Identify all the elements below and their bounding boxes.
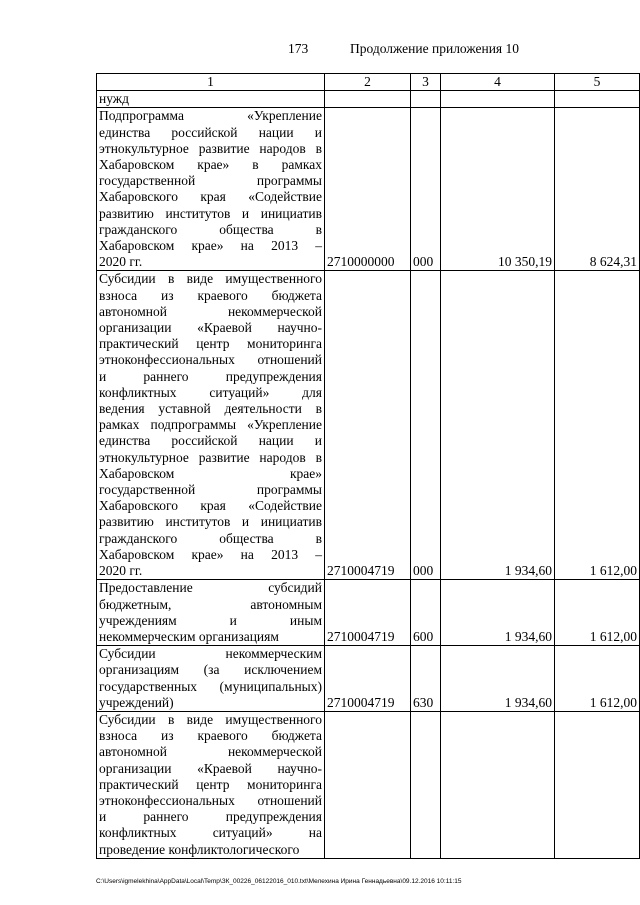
amount-col5-cell bbox=[555, 91, 640, 108]
row-name-line: автономной некоммерческой bbox=[99, 744, 322, 760]
row-name-line: конфликтных ситуаций» для bbox=[99, 384, 322, 400]
row-name-line: взноса из краевого бюджета bbox=[99, 728, 322, 744]
row-name-line: 2020 гг. bbox=[99, 563, 143, 579]
row-name-line: учреждениям и иным bbox=[99, 612, 322, 628]
row-name-line: государственных (муниципальных) bbox=[99, 678, 322, 694]
row-name-line: Субсидии в виде имущественного bbox=[99, 711, 322, 727]
column-header-3: 3 bbox=[411, 74, 441, 91]
amount-col5-cell bbox=[555, 711, 640, 858]
target-code-cell bbox=[325, 91, 411, 108]
row-name-line: Хабаровского края «Содействие bbox=[99, 498, 322, 514]
row-name-cell bbox=[97, 580, 325, 646]
row-name-line: этнокультурное развитие народов в bbox=[99, 449, 322, 465]
amount-col4-cell: 1 934,60 bbox=[441, 646, 555, 712]
row-name-line: Хабаровском крае» в рамках bbox=[99, 157, 322, 173]
row-name-line: развитию институтов и инициатив bbox=[99, 514, 322, 530]
row-name-line: рамках подпрограммы «Укрепление bbox=[99, 417, 322, 433]
row-name-line: единства российской нации и bbox=[99, 433, 322, 449]
row-name-line: развитию институтов и инициатив bbox=[99, 205, 322, 221]
row-name-line: государственной программы bbox=[99, 482, 322, 498]
row-name-cell bbox=[97, 646, 325, 712]
amount-col5-cell: 1 612,00 bbox=[555, 646, 640, 712]
row-name-cell bbox=[97, 108, 325, 271]
row-name-line: и раннего предупреждения bbox=[99, 809, 322, 825]
target-code-cell: 2710004719 bbox=[325, 646, 411, 712]
row-name-line: гражданского общества в bbox=[99, 530, 322, 546]
row-name-line: организации «Краевой научно- bbox=[99, 320, 322, 336]
row-name-line: практический центр мониторинга bbox=[99, 776, 322, 792]
target-code-cell bbox=[325, 711, 411, 858]
row-name-line: нужд bbox=[99, 91, 129, 107]
row-name-line: Субсидии некоммерческим bbox=[99, 646, 322, 662]
row-name-line: этноконфессиональных отношений bbox=[99, 792, 322, 808]
row-name-line: учреждений) bbox=[99, 694, 174, 710]
row-name-line: Хабаровского края «Содействие bbox=[99, 189, 322, 205]
row-name-line: Хабаровском крае» на 2013 – bbox=[99, 238, 322, 254]
expense-type-cell: 630 bbox=[411, 646, 441, 712]
table-row bbox=[97, 646, 640, 712]
expense-type-cell: 000 bbox=[411, 271, 441, 580]
amount-col5-cell: 8 624,31 bbox=[555, 108, 640, 271]
row-name-line: бюджетным, автономным bbox=[99, 596, 322, 612]
column-header-2: 2 bbox=[325, 74, 411, 91]
row-name-line: государственной программы bbox=[99, 173, 322, 189]
column-header-1: 1 bbox=[97, 74, 325, 91]
amount-col4-cell bbox=[441, 91, 555, 108]
row-name-line: Субсидии в виде имущественного bbox=[99, 271, 322, 287]
table-row bbox=[97, 580, 640, 646]
row-name-cell bbox=[97, 711, 325, 858]
amount-col5-cell: 1 612,00 bbox=[555, 271, 640, 580]
target-code-cell: 2710000000 bbox=[325, 108, 411, 271]
expense-type-cell bbox=[411, 711, 441, 858]
row-name-line: автономной некоммерческой bbox=[99, 303, 322, 319]
target-code-cell: 2710004719 bbox=[325, 271, 411, 580]
row-name-line: некоммерческим организациям bbox=[99, 628, 279, 644]
row-name-line: взноса из краевого бюджета bbox=[99, 287, 322, 303]
row-name-line: Предоставление субсидий bbox=[99, 580, 322, 596]
expense-type-cell: 000 bbox=[411, 108, 441, 271]
expense-type-cell: 600 bbox=[411, 580, 441, 646]
page-header bbox=[0, 40, 640, 58]
row-name-line: Хабаровском крае» на 2013 – bbox=[99, 546, 322, 562]
table-row bbox=[97, 711, 640, 858]
table-row bbox=[97, 271, 640, 580]
page-number: 173 bbox=[288, 41, 309, 56]
row-name-cell bbox=[97, 271, 325, 580]
column-header-4: 4 bbox=[441, 74, 555, 91]
target-code-cell: 2710004719 bbox=[325, 580, 411, 646]
row-name-line: практический центр мониторинга bbox=[99, 336, 322, 352]
appendix-continuation-title: Продолжение приложения 10 bbox=[350, 41, 520, 56]
row-name-cell bbox=[97, 91, 325, 108]
expense-type-cell bbox=[411, 91, 441, 108]
row-name-line: ведения уставной деятельности в bbox=[99, 401, 322, 417]
row-name-line: 2020 гг. bbox=[99, 254, 143, 270]
row-name-line: и раннего предупреждения bbox=[99, 368, 322, 384]
row-name-line: организациям (за исключением bbox=[99, 662, 322, 678]
row-name-line: конфликтных ситуаций» на bbox=[99, 825, 322, 841]
amount-col4-cell: 10 350,19 bbox=[441, 108, 555, 271]
column-number-row bbox=[97, 74, 640, 91]
row-name-line: этноконфессиональных отношений bbox=[99, 352, 322, 368]
row-name-line: единства российской нации и bbox=[99, 124, 322, 140]
row-name-line: Хабаровском крае» bbox=[99, 465, 322, 481]
table-row bbox=[97, 91, 640, 108]
budget-table-body bbox=[97, 74, 640, 859]
row-name-line: этнокультурное развитие народов в bbox=[99, 140, 322, 156]
amount-col4-cell: 1 934,60 bbox=[441, 580, 555, 646]
table-row bbox=[97, 108, 640, 271]
file-path-footer: C:\Users\igmelekhina\AppData\Local\Temp\ЗК_00226_06122016_010.txt\Мелехина Ирина Геннадьевна\09.12.2016 10:11:15 bbox=[96, 878, 462, 885]
row-name-line: гражданского общества в bbox=[99, 221, 322, 237]
amount-col5-cell: 1 612,00 bbox=[555, 580, 640, 646]
row-name-line: проведение конфликтологического bbox=[99, 841, 300, 857]
amount-col4-cell bbox=[441, 711, 555, 858]
column-header-5: 5 bbox=[555, 74, 640, 91]
row-name-line: Подпрограмма «Укрепление bbox=[99, 108, 322, 124]
row-name-line: организации «Краевой научно- bbox=[99, 760, 322, 776]
budget-table bbox=[96, 73, 640, 859]
amount-col4-cell: 1 934,60 bbox=[441, 271, 555, 580]
